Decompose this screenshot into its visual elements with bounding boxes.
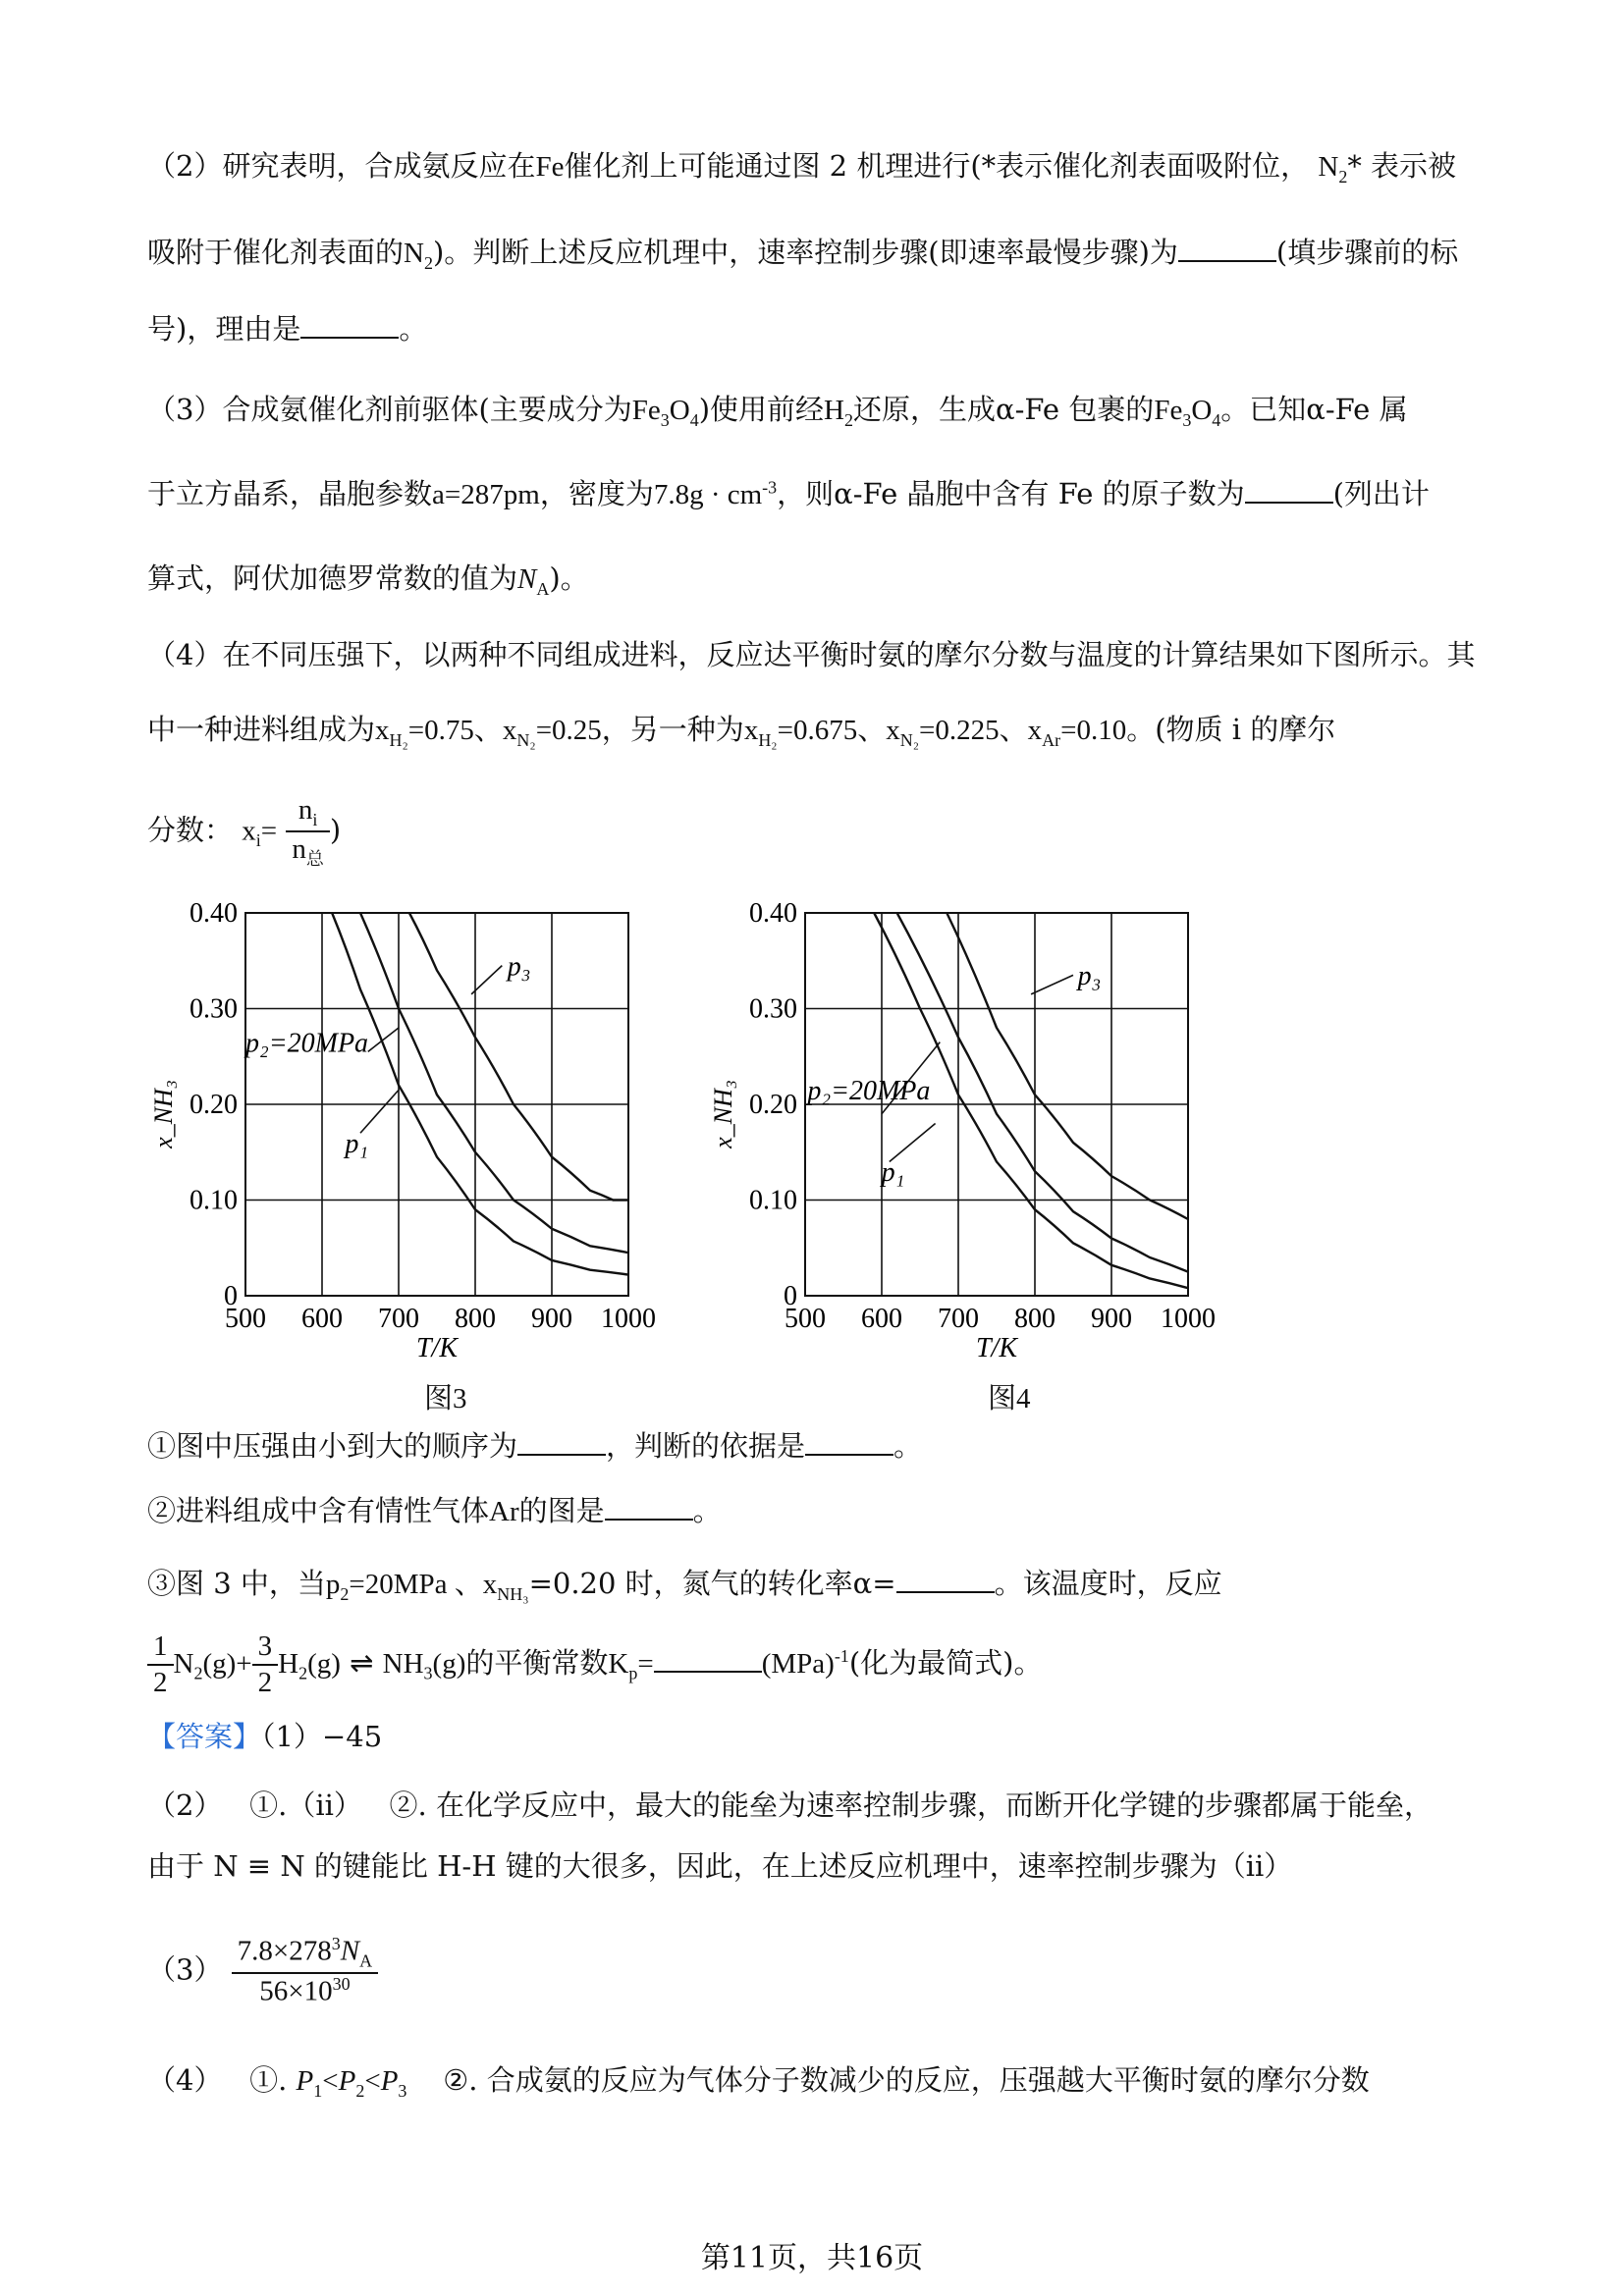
answer-line5	[147, 2063, 1370, 2102]
answer-blank[interactable]	[805, 1450, 893, 1456]
answer-tag: 【答案】	[147, 1720, 262, 1753]
q3-text: (列出计	[1332, 477, 1430, 510]
answer-formula-sub: 1	[313, 2080, 323, 2101]
q3-formula-sub: 3	[660, 409, 670, 430]
q4-formula-sub: N₂	[899, 729, 919, 750]
q2-formula-sub: 2	[1338, 166, 1348, 187]
q3-text: （3）合成氨催化剂前驱体(主要成分为	[147, 393, 632, 426]
eq-formula-sub: p	[628, 1663, 638, 1683]
q2-text: 催化剂上可能通过图 2 机理进行(*表示催化剂表面吸附位，	[564, 149, 1310, 183]
q2-text: （2）研究表明，合成氨反应在	[147, 149, 536, 183]
q3-line3	[147, 561, 589, 600]
y-tick-label: 0.40	[189, 898, 238, 929]
curve-label-p1: p₁	[881, 1157, 905, 1188]
curve-label-p1: p₁	[345, 1128, 369, 1159]
answer-formula: <	[322, 2065, 339, 2097]
x-axis-label: T/K	[415, 1333, 459, 1363]
q2-text: Fe	[535, 151, 565, 183]
q2-text: * 表示被	[1347, 149, 1457, 183]
q3-formula: Fe	[631, 395, 661, 426]
q4-formula: =20MPa 、	[349, 1569, 483, 1600]
q3-text: 于立方晶系，晶胞参数	[147, 477, 433, 510]
page-footer: 第11页，共16页	[700, 2241, 924, 2275]
curve-label-p3: p₃	[507, 951, 531, 983]
y-axis-label: x_NH₃	[709, 1080, 737, 1148]
frac-numerator-sub: A	[359, 1950, 373, 1971]
answer-text: （2）	[147, 1789, 223, 1822]
q3-formula: O	[1191, 395, 1213, 426]
chart-caption-4: 图4	[988, 1383, 1031, 1415]
q4-formula: =0.225、	[918, 715, 1028, 746]
eq-formula: (g)	[307, 1647, 341, 1680]
q2-formula: N	[1318, 151, 1339, 183]
answer-text: （4）	[147, 2063, 223, 2097]
answer-text: （1）−45	[261, 1720, 383, 1753]
eq-formula: (g)	[432, 1647, 466, 1680]
q4-formula: x	[1027, 715, 1043, 746]
q4-formula: x	[886, 715, 900, 746]
x-tick-label: 1000	[601, 1304, 656, 1334]
frac-denominator: 56×10	[259, 1975, 333, 2007]
eq-formula: =	[637, 1647, 654, 1680]
q4-formula: x	[502, 715, 517, 746]
q3-formula-sub: 4	[689, 409, 699, 430]
x-tick-label: 700	[378, 1304, 419, 1334]
coef-three-halves	[252, 1629, 279, 1700]
series-line-p220mpa	[360, 913, 628, 1253]
chart-figure-3	[147, 893, 687, 1363]
frac-denominator-sup: 30	[332, 1974, 351, 1995]
eq-text: (化为最简式)。	[848, 1645, 1043, 1680]
q2-text: )。判断上述反应机理中，速率控制步骤(即速率最慢步骤)为	[432, 236, 1178, 269]
q4-line1: （4）在不同压强下，以两种不同组成进料，反应达平衡时氨的摩尔分数与温度的计算结果如下图所示。其	[147, 638, 1476, 671]
q4-equation	[147, 1629, 1042, 1700]
answer-line3: 由于 N ≡ N 的键能比 H-H 键的大很多，因此，在上述反应机理中，速率控制步骤为（ii）	[147, 1849, 1293, 1883]
answer-blank[interactable]	[896, 1587, 995, 1593]
q4-text: 。	[893, 1429, 923, 1463]
q4-formula: x	[743, 715, 759, 746]
answer-formula-sub: 2	[355, 2080, 365, 2101]
eq-formula-sub: 2	[193, 1663, 203, 1683]
answer-line4	[147, 1934, 378, 2009]
q4-formula-sub: NH₃	[497, 1583, 529, 1604]
coef-3-bottom: 2	[257, 1666, 273, 1698]
answer-formula: P	[338, 2065, 356, 2097]
frac-denominator-sub: 总	[305, 849, 324, 870]
eq-formula-sub: 2	[298, 1663, 308, 1683]
y-tick-label: 0	[224, 1281, 238, 1311]
answer-blank[interactable]	[605, 1515, 693, 1521]
x-tick-label: 900	[1091, 1304, 1132, 1334]
answer-blank[interactable]	[1178, 256, 1276, 262]
q4-line2	[147, 713, 1335, 751]
frac-denominator: n	[292, 833, 306, 866]
answer-formula: P	[380, 2065, 399, 2097]
answer-line2	[147, 1789, 1433, 1823]
coef-half	[147, 1629, 174, 1700]
q4-formula-sub: Ar	[1042, 729, 1061, 750]
eq-formula: N	[173, 1647, 194, 1680]
q4-text: ③图 3 中，当	[147, 1567, 326, 1600]
q3-formula: 7.8g · cm	[653, 479, 763, 510]
q3-formula-sup: -3	[762, 477, 778, 498]
q4-text: 。(物质 i 的摩尔	[1126, 713, 1336, 746]
eq-formula-sup: -1	[834, 1646, 849, 1667]
q3-formula-sub: A	[536, 578, 550, 599]
q2-text: 。	[399, 312, 428, 346]
y-tick-label: 0.30	[749, 993, 797, 1025]
q4-formula: x	[482, 1569, 498, 1600]
answer-formula: <	[364, 2065, 381, 2097]
q4-sub1	[147, 1429, 922, 1464]
answer-blank[interactable]	[654, 1667, 762, 1673]
frac-numerator: n	[298, 794, 313, 826]
curve-label-p2: p₂=20MPa	[245, 1028, 369, 1059]
coef-half-bottom: 2	[153, 1666, 168, 1698]
q3-formula: O	[669, 395, 690, 426]
q4-text: =0.20 时，氮气的转化率α=	[528, 1567, 896, 1600]
q3-formula-sub: 3	[1182, 409, 1192, 430]
q3-formula-sub: 2	[844, 409, 853, 430]
x-tick-label: 700	[938, 1304, 979, 1334]
frac-numerator-na: N	[340, 1935, 360, 1967]
coef-half-top: 1	[147, 1629, 174, 1666]
curve-label-p2: p₂=20MPa	[807, 1076, 931, 1107]
q4-line3	[147, 793, 341, 871]
leader-line	[368, 1028, 399, 1051]
q4-formula: =0.75、	[407, 715, 503, 746]
q4-formula-sub: H₂	[758, 729, 778, 750]
leader-line	[360, 1090, 399, 1133]
q2-line3	[147, 312, 427, 347]
answer-formula: P	[296, 2065, 314, 2097]
eq-formula: K	[608, 1647, 629, 1680]
q3-formula: N	[517, 563, 537, 595]
answer-formula-sub: 3	[398, 2080, 407, 2101]
q2-text: 吸附于催化剂表面的	[147, 236, 405, 269]
q3-text: ，密度为	[539, 477, 654, 510]
x-tick-label: 800	[455, 1304, 496, 1334]
eq-formula: (g)+	[202, 1647, 252, 1680]
x-tick-label: 1000	[1161, 1304, 1216, 1334]
eq-formula-sub: 3	[423, 1663, 433, 1683]
y-tick-label: 0.20	[749, 1090, 797, 1120]
q3-text: ，则α-Fe 晶胞中含有 Fe 的原子数为	[777, 477, 1245, 510]
coef-3-top: 3	[252, 1629, 279, 1666]
q4-text: ，判断的依据是	[606, 1429, 806, 1463]
q3-line2	[147, 477, 1430, 512]
curve-label-p3: p₃	[1077, 961, 1102, 992]
q4-formula-sub: H₂	[389, 729, 408, 750]
answer-3-fraction	[232, 1934, 378, 2009]
q4-text: ②进料组成中含有情性气体	[147, 1494, 490, 1527]
x-tick-label: 900	[531, 1304, 572, 1334]
equilibrium-arrow-icon: ⇌	[350, 1647, 374, 1680]
y-tick-label: 0.30	[189, 993, 238, 1025]
q4-sub3	[147, 1567, 1222, 1605]
y-tick-label: 0	[784, 1281, 797, 1311]
x-tick-label: 600	[301, 1304, 343, 1334]
x-tick-label: 800	[1014, 1304, 1056, 1334]
q2-formula: N	[404, 238, 424, 269]
q4-text: 。该温度时，反应	[994, 1567, 1222, 1600]
q2-text: 号)，理由是	[147, 312, 301, 346]
y-axis-label: x_NH₃	[149, 1080, 178, 1148]
mole-fraction-formula	[286, 793, 330, 871]
answer-text: ②. 合成氨的反应为气体分子数减少的反应，压强越大平衡时氨的摩尔分数	[443, 2063, 1370, 2097]
frac-numerator-sup: 3	[331, 1934, 341, 1953]
x-tick-label: 500	[785, 1304, 826, 1334]
q3-text: 。已知α-Fe 属	[1220, 393, 1408, 426]
q4-text: 分数：	[147, 813, 234, 847]
q4-formula-sub: N₂	[516, 729, 536, 750]
q4-formula: =0.10	[1060, 715, 1127, 746]
leader-line	[890, 1124, 936, 1162]
y-tick-label: 0.10	[749, 1185, 797, 1216]
q4-formula: x	[242, 815, 256, 847]
x-axis-label: T/K	[975, 1333, 1018, 1363]
q3-formula: a=287pm	[432, 479, 540, 510]
chart-figure-4	[707, 893, 1247, 1363]
x-tick-label: 600	[861, 1304, 902, 1334]
series-line-p220mpa	[897, 913, 1188, 1272]
answer-text: ①.（ii）	[249, 1789, 362, 1822]
q3-formula: Fe	[1154, 395, 1183, 426]
q3-formula-sub: 4	[1212, 409, 1221, 430]
q3-text: )使用前经	[698, 393, 825, 426]
answer-blank[interactable]	[300, 333, 399, 339]
q4-formula: p	[325, 1569, 341, 1600]
q4-formula: x	[375, 715, 390, 746]
q2-text: (填步骤前的标	[1275, 236, 1459, 269]
eq-formula: NH	[382, 1647, 424, 1680]
chart-caption-3: 图3	[424, 1383, 467, 1415]
q3-formula: H	[824, 395, 844, 426]
q4-formula: Ar	[489, 1496, 519, 1527]
q4-text: )	[329, 813, 342, 847]
q2-line1	[147, 149, 1456, 187]
answer-text: （3）	[147, 1952, 223, 1987]
y-tick-label: 0.10	[189, 1185, 238, 1216]
eq-formula: (MPa)	[761, 1647, 835, 1680]
frac-numerator-sub: i	[312, 809, 318, 829]
q3-text: 还原，生成α-Fe 包裹的	[853, 393, 1155, 426]
q2-line2	[147, 236, 1458, 274]
y-tick-label: 0.20	[189, 1090, 238, 1120]
series-line-p3	[947, 913, 1188, 1219]
q4-text: 的图是	[518, 1494, 605, 1527]
q3-text: 算式，阿伏加德罗常数的值为	[147, 561, 518, 595]
answer-text: ②. 在化学反应中，最大的能垒为速率控制步骤，而断开化学键的步骤都属于能垒，	[389, 1789, 1433, 1822]
q4-sub2	[147, 1494, 722, 1529]
eq-text: 的平衡常数	[465, 1645, 609, 1680]
eq-formula: H	[278, 1647, 299, 1680]
answer-line1	[147, 1720, 382, 1754]
answer-blank[interactable]	[517, 1450, 606, 1456]
q2-formula-sub: 2	[423, 252, 433, 273]
y-tick-label: 0.40	[749, 898, 797, 929]
answer-blank[interactable]	[1245, 498, 1333, 504]
q4-formula: =	[260, 815, 278, 847]
q3-line1	[147, 393, 1408, 431]
q4-formula: =0.675、	[777, 715, 887, 746]
frac-numerator: 7.8×278	[237, 1935, 332, 1967]
q4-text: 中一种进料组成为	[147, 713, 376, 746]
q4-text: ①图中压强由小到大的顺序为	[147, 1429, 518, 1463]
x-tick-label: 500	[225, 1304, 266, 1334]
answer-text: ①.	[249, 2063, 288, 2097]
q4-formula-sub: 2	[340, 1583, 350, 1604]
leader-line	[1031, 975, 1073, 994]
q4-formula: =0.25	[535, 715, 602, 746]
q4-formula-sub: i	[255, 830, 261, 851]
q4-text: ，另一种为	[601, 713, 744, 746]
q3-text: )。	[549, 561, 589, 595]
series-line-p1	[332, 913, 628, 1275]
q4-text: 。	[692, 1494, 722, 1527]
